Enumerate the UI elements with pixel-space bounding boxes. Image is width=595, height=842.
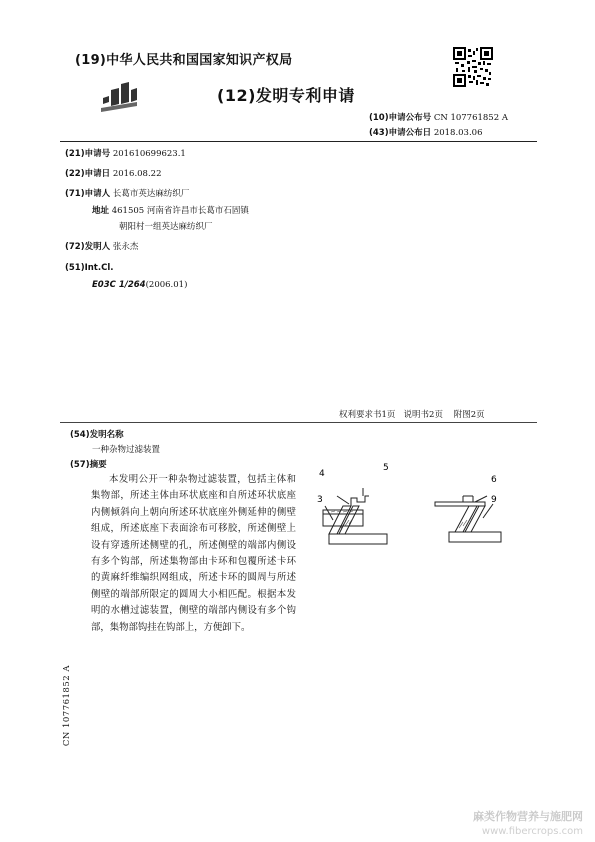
pages-divider <box>60 422 537 423</box>
inventor-label: (72)发明人 <box>65 242 111 252</box>
address-line-2: 朝阳村一组英达麻纺织厂 <box>119 222 213 232</box>
right-wall-outer <box>455 506 477 532</box>
applicant <box>65 187 189 199</box>
left-base-lower <box>323 514 363 526</box>
abstract-label: (57)摘要 <box>70 460 107 470</box>
application-number-value: 201610699623.1 <box>112 149 186 159</box>
left-leader-3 <box>325 506 333 520</box>
applicant-label: (71)申请人 <box>65 189 111 199</box>
figure-label-9: 9 <box>491 495 497 505</box>
publication-date-label: (43)申请公布日 <box>369 128 432 138</box>
description-pages: 说明书2页 <box>403 410 443 420</box>
watermark-url: www.fibercrops.com <box>481 826 583 837</box>
side-publication-number: CN 107761852 A <box>62 665 72 747</box>
int-cl-label: (51)Int.Cl. <box>65 263 114 273</box>
applicant-value: 长葛市英达麻纺织厂 <box>112 189 190 199</box>
figure-label-4: 4 <box>319 469 325 479</box>
int-cl-year: (2006.01) <box>145 280 188 290</box>
watermark-title: 麻类作物营养与施肥网 <box>473 810 583 823</box>
pages-info <box>339 408 485 420</box>
abstract-text: 本发明公开一种杂物过滤装置，包括主体和集物部，所述主体由环状底座和自所述环状底座内侧倾斜向上朝向所述环状底座外侧延伸的侧壁组成，所述底座下表面涂布可移胶，所述侧壁上设有穿透所述侧壁的孔，所述侧壁的端部内侧设有多个钩部，所述集物部由卡环和包覆所述卡环的黄麻纤维编织网组成，所述卡环的圆周与所述侧壁的端部所限定的圆周大小相匹配。根据本发明的水槽过滤装置，侧壁的端部内侧设有多个钩部，集物部钩挂在钩部上，方便卸下。 <box>91 474 296 633</box>
right-bottom-plate <box>449 532 501 542</box>
address-label: 地址 <box>92 206 110 216</box>
claims-pages: 权利要求书1页 <box>339 410 396 420</box>
application-date-label: (22)申请日 <box>65 169 111 179</box>
right-hook <box>463 496 473 502</box>
inventor <box>65 240 138 252</box>
header-divider <box>60 141 537 142</box>
inventor-value: 张永杰 <box>112 242 139 252</box>
figure-label-3: 3 <box>317 495 323 505</box>
left-leader-4 <box>337 496 349 504</box>
document-type-title: (12)发明专利申请 <box>217 86 355 105</box>
int-cl-code: E03C 1/264 <box>92 280 146 290</box>
invention-title-label: (54)发明名称 <box>70 430 124 440</box>
publication-number <box>369 111 508 123</box>
left-bottom-plate <box>329 534 387 544</box>
application-number <box>65 147 186 159</box>
abstract-figure <box>315 462 515 557</box>
address-line-1: 461505 河南省许昌市长葛市石固镇 <box>111 206 249 216</box>
int-cl-entry <box>92 280 187 290</box>
right-base-upper <box>435 502 485 506</box>
left-hook <box>351 496 369 506</box>
publication-date-value: 2018.03.06 <box>433 128 483 138</box>
cnipa-logo-icon <box>97 80 141 118</box>
application-date <box>65 167 161 179</box>
qr-code-icon <box>453 47 493 87</box>
issuing-office: (19)中华人民共和国国家知识产权局 <box>75 53 293 68</box>
publication-number-value: CN 107761852 A <box>433 113 508 123</box>
figure-label-6: 6 <box>491 475 497 485</box>
address <box>92 204 249 216</box>
drawings-pages: 附图2页 <box>453 410 485 420</box>
right-leader-6 <box>475 496 487 502</box>
publication-number-label: (10)申请公布号 <box>369 113 432 123</box>
invention-title: 一种杂物过滤装置 <box>92 445 161 455</box>
figure-label-5: 5 <box>383 463 389 473</box>
application-number-label: (21)申请号 <box>65 149 111 159</box>
publication-date <box>369 126 482 138</box>
application-date-value: 2016.08.22 <box>112 169 162 179</box>
